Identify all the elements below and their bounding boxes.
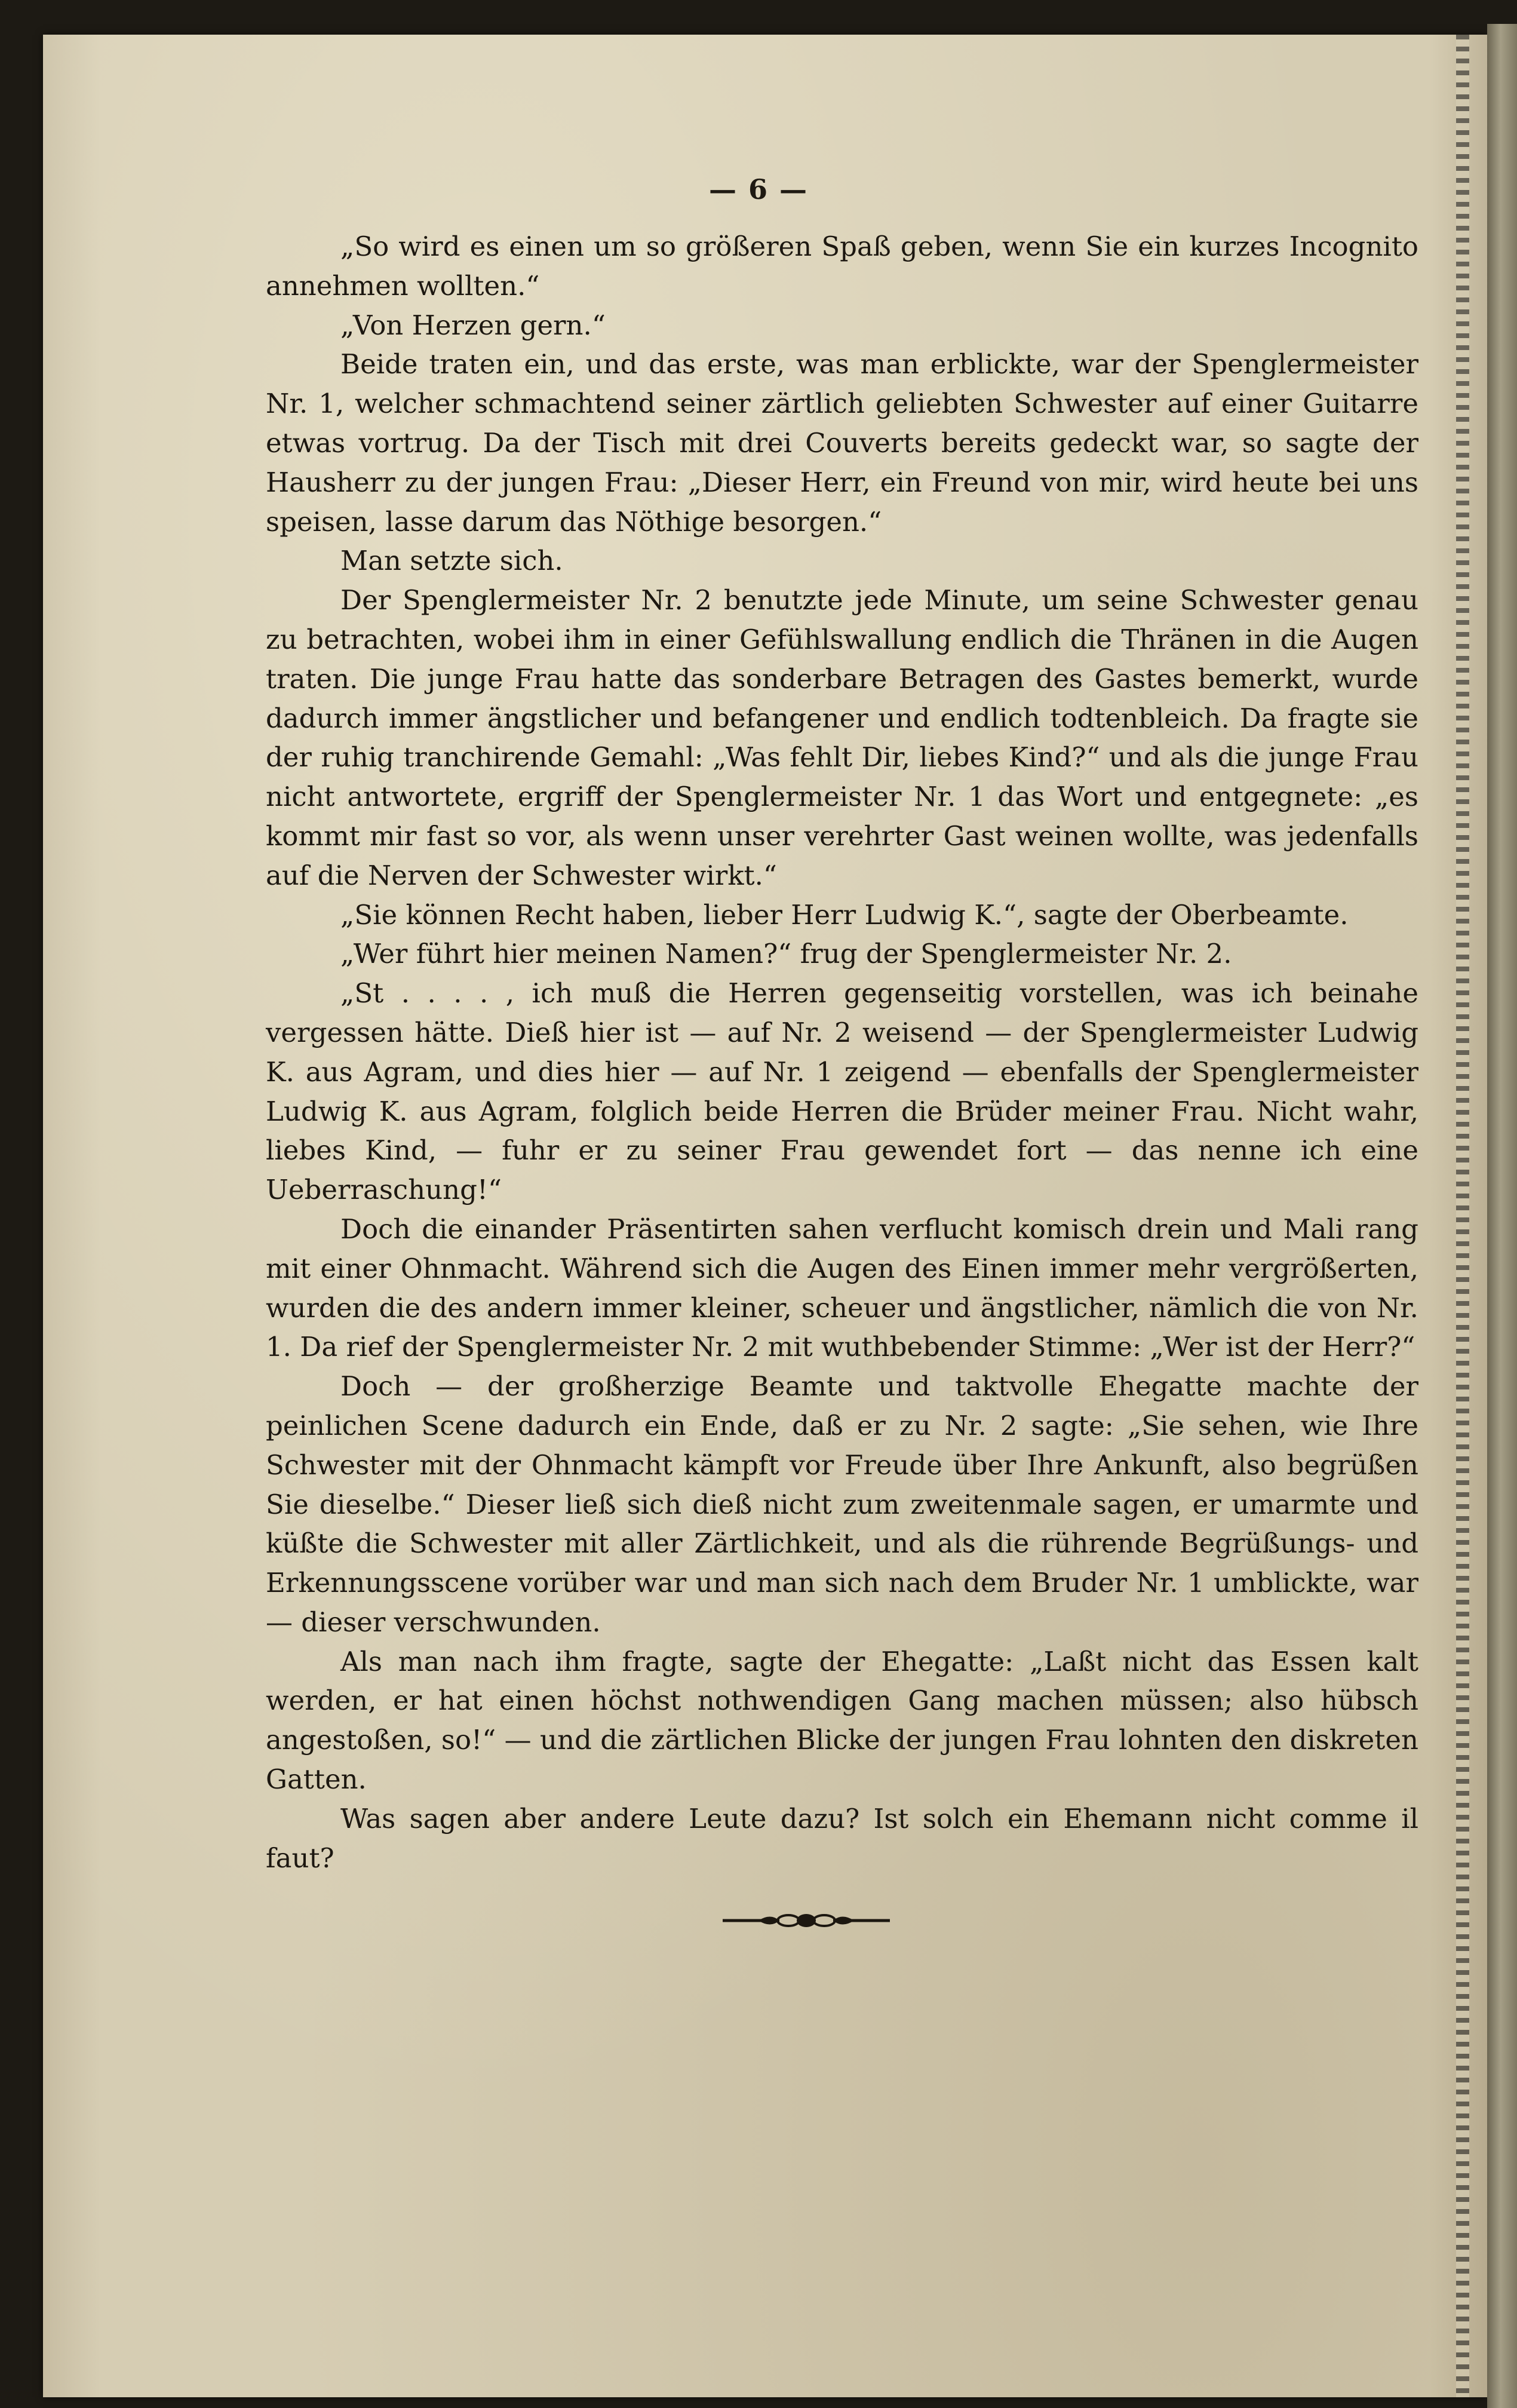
color-ruler — [1456, 35, 1469, 2397]
paragraph-9: Doch die einander Präsentirten sahen verflucht komisch drein und Mali rang mit einer Ohnmacht. Während sich die Augen des Einen immer mehr vergrößerten, wurden die des andern immer kleiner, scheuer und ängstlicher, nämlich die von Nr. 1. Da rief der Spenglermeister Nr. 2 mit wuthbebender Stimme: „Wer ist der Herr?“ — [266, 1213, 1418, 1363]
paragraph-7: „Wer führt hier meinen Namen?“ frug der Spenglermeister Nr. 2. — [340, 938, 1232, 970]
paragraph-1: „So wird es einen um so größeren Spaß geben, wenn Sie ein kurzes Incognito annehmen wollten.“ — [266, 231, 1418, 302]
paragraph-11: Als man nach ihm fragte, sagte der Ehegatte: „Laßt nicht das Essen kalt werden, er hat einen höchst nothwendigen Gang machen müssen; also hübsch angestoßen, so!“ — und die zärtlichen Blicke der jungen Frau lohnten den diskreten Gatten. — [266, 1645, 1418, 1796]
tailpiece-ornament-icon — [723, 1906, 890, 1935]
paragraph-6: „Sie können Recht haben, lieber Herr Ludwig K.“, sagte der Oberbeamte. — [340, 898, 1349, 931]
paragraph-3: Beide traten ein, und das erste, was man erblickte, war der Spenglermeister Nr. 1, welcher schmachtend seiner zärtlich geliebten Schwester auf einer Guitarre etwas vortrug. Da der Tisch mit drei Couverts bereits gedeckt war, so sagte der Hausherr zu der jungen Frau: „Dieser Herr, ein Freund von mir, wird heute bei uns speisen, lasse darum das Nöthige besorgen.“ — [266, 348, 1418, 538]
paragraph-5: Der Spenglermeister Nr. 2 benutzte jede Minute, um seine Schwester genau zu betrachten, wobei ihm in einer Gefühlswallung endlich die Thränen in die Augen traten. Die junge Frau hatte das sonderbare Betragen des Gastes bemerkt, wurde dadurch immer ängstlicher und befangener und endlich todtenbleich. Da fragte sie der ruhig tranchirende Gemahl: „Was fehlt Dir, liebes Kind?“ und als die junge Frau nicht antwortete, ergriff der Spenglermeister Nr. 1 das Wort und entgegnete: „es kommt mir fast so vor, als wenn unser verehrter Gast weinen wollte, was jedenfalls auf die Nerven der Schwester wirkt.“ — [266, 584, 1418, 891]
paragraph-12: Was sagen aber andere Leute dazu? Ist solch ein Ehemann nicht comme il faut? — [266, 1802, 1418, 1874]
paragraph-8: „St . . . . , ich muß die Herren gegenseitig vorstellen, was ich beinahe vergessen hätte. Dieß hier ist — auf Nr. 2 weisend — der Spenglermeister Ludwig K. aus Agram, und dies hier — auf Nr. 1 zeigend — ebenfalls der Spenglermeister Ludwig K. aus Agram, folglich beide Herren die Brüder meiner Frau. Nicht wahr, liebes Kind, — fuhr er zu seiner Frau gewendet fort — das nenne ich eine Ueberraschung!“ — [266, 977, 1418, 1206]
body-text — [266, 227, 1418, 1878]
page-number: — 6 — — [708, 173, 809, 205]
paragraph-10: Doch — der großherzige Beamte und taktvolle Ehegatte machte der peinlichen Scene dadurch ein Ende, daß er zu Nr. 2 sagte: „Sie sehen, wie Ihre Schwester mit der Ohnmacht kämpft vor Freude über Ihre Ankunft, also begrüßen Sie dieselbe.“ Dieser ließ sich dieß nicht zum zweitenmale sagen, er umarmte und küßte die Schwester mit aller Zärtlichkeit, und als die rührende Begrüßungs- und Erkennungsscene vorüber war und man sich nach dem Bruder Nr. 1 umblickte, war — dieser verschwunden. — [266, 1370, 1418, 1638]
paragraph-4: Man setzte sich. — [340, 545, 563, 577]
page-edge — [1487, 24, 1517, 2408]
paragraph-2: „Von Herzen gern.“ — [340, 309, 606, 341]
